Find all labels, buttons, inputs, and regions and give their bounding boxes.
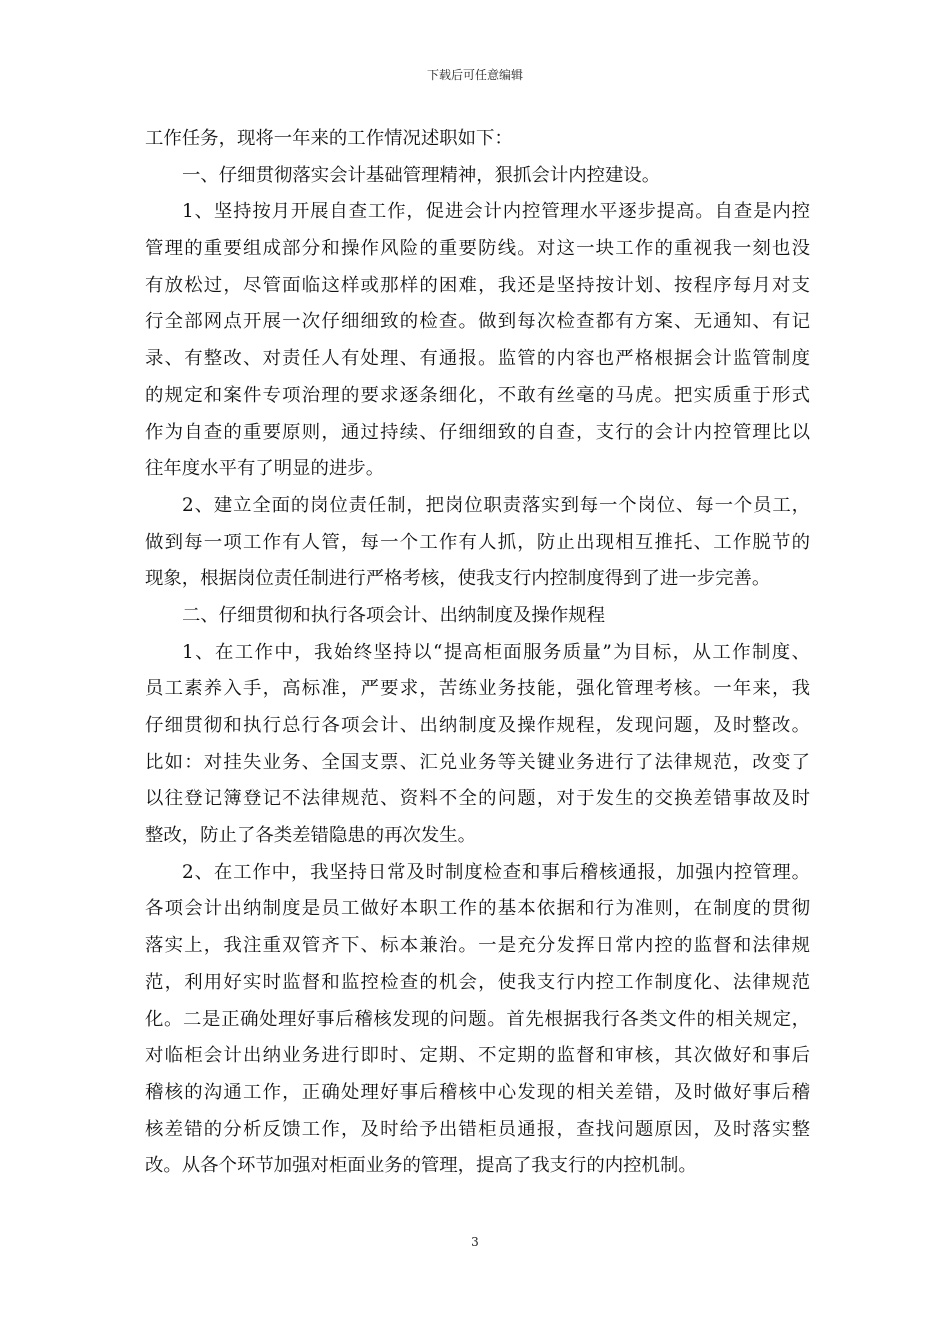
paragraph-line: 二、仔细贯彻和执行各项会计、出纳制度及操作规程 — [182, 604, 605, 626]
paragraph-line: 工作任务，现将一年来的工作情况述职如下： — [145, 128, 513, 149]
paragraph-line: 往年度水平有了明显的进步。 — [145, 458, 385, 480]
paragraph-line: 员工素养入手，高标准，严要求，苦练业务技能，强化管理考核。一年来，我 — [145, 678, 810, 700]
paragraph-line: 的规定和案件专项治理的要求逐条细化，不敢有丝毫的马虎。把实质重于形式 — [145, 384, 810, 406]
paragraph-line: 1、在工作中，我始终坚持以“提高柜面服务质量”为目标，从工作制度、 — [182, 641, 810, 663]
paragraph-line: 一、仔细贯彻落实会计基础管理精神，狠抓会计内控建设。 — [182, 164, 661, 186]
page-header: 下载后可任意编辑 — [426, 68, 523, 82]
paragraph-line: 化。二是正确处理好事后稽核发现的问题。首先根据我行各类文件的相关规定， — [145, 1008, 810, 1030]
paragraph-line: 各项会计出纳制度是员工做好本职工作的基本依据和行为准则，在制度的贯彻 — [145, 898, 810, 920]
paragraph — [145, 194, 810, 488]
paragraph-line: 管理的重要组成部分和操作风险的重要防线。对这一块工作的重视我一刻也没 — [145, 238, 810, 260]
paragraph-line: 作为自查的重要原则，通过持续、仔细细致的自查，支行的会计内控管理比以 — [145, 421, 810, 443]
paragraph-line: 现象，根据岗位责任制进行严格考核，使我支行内控制度得到了进一步完善。 — [145, 568, 771, 590]
paragraph — [145, 121, 810, 158]
paragraph-line: 做到每一项工作有人管，每一个工作有人抓，防止出现相互推托、工作脱节的 — [145, 531, 810, 553]
paragraph-line: 仔细贯彻和执行总行各项会计、出纳制度及操作规程，发现问题，及时整改。 — [145, 715, 810, 736]
paragraph-line: 以往登记簿登记不法律规范、资料不全的问题，对于发生的交换差错事故及时 — [145, 788, 810, 810]
paragraph-line: 核差错的分析反馈工作，及时给予出错柜员通报，查找问题原因，及时落实整 — [145, 1118, 810, 1140]
paragraph — [145, 635, 810, 855]
paragraph-line: 对临柜会计出纳业务进行即时、定期、不定期的监督和审核，其次做好和事后 — [145, 1045, 810, 1067]
paragraph-line: 1、坚持按月开展自查工作，促进会计内控管理水平逐步提高。自查是内控 — [182, 201, 810, 223]
paragraph-line: 范，利用好实时监督和监控检查的机会，使我支行内控工作制度化、法律规范 — [145, 971, 810, 993]
document-body — [145, 121, 810, 1185]
paragraph-line: 2、建立全面的岗位责任制，把岗位职责落实到每一个岗位、每一个员工， — [182, 494, 810, 516]
paragraph-line: 有放松过，尽管面临这样或那样的困难，我还是坚持按计划、按程序每月对支 — [145, 274, 810, 296]
paragraph-line: 录、有整改、对责任人有处理、有通报。监管的内容也严格根据会计监管制度 — [145, 348, 810, 370]
paragraph-line: 改。从各个环节加强对柜面业务的管理，提高了我支行的内控机制。 — [145, 1155, 697, 1177]
paragraph — [145, 488, 810, 598]
paragraph-line: 行全部网点开展一次仔细细致的检查。做到每次检查都有方案、无通知、有记 — [145, 311, 810, 333]
page-number: 3 — [471, 1235, 479, 1249]
paragraph-line: 整改，防止了各类差错隐患的再次发生。 — [145, 825, 477, 847]
paragraph — [145, 855, 810, 1185]
paragraph-line: 稽核的沟通工作，正确处理好事后稽核中心发现的相关差错，及时做好事后稽 — [145, 1081, 810, 1103]
paragraph — [145, 598, 810, 635]
paragraph-line: 落实上，我注重双管齐下、标本兼治。一是充分发挥日常内控的监督和法律规 — [145, 935, 810, 957]
paragraph — [145, 158, 810, 195]
paragraph-line: 比如：对挂失业务、全国支票、汇兑业务等关键业务进行了法律规范，改变了 — [145, 751, 810, 773]
paragraph-line: 2、在工作中，我坚持日常及时制度检查和事后稽核通报，加强内控管理。 — [182, 861, 810, 883]
